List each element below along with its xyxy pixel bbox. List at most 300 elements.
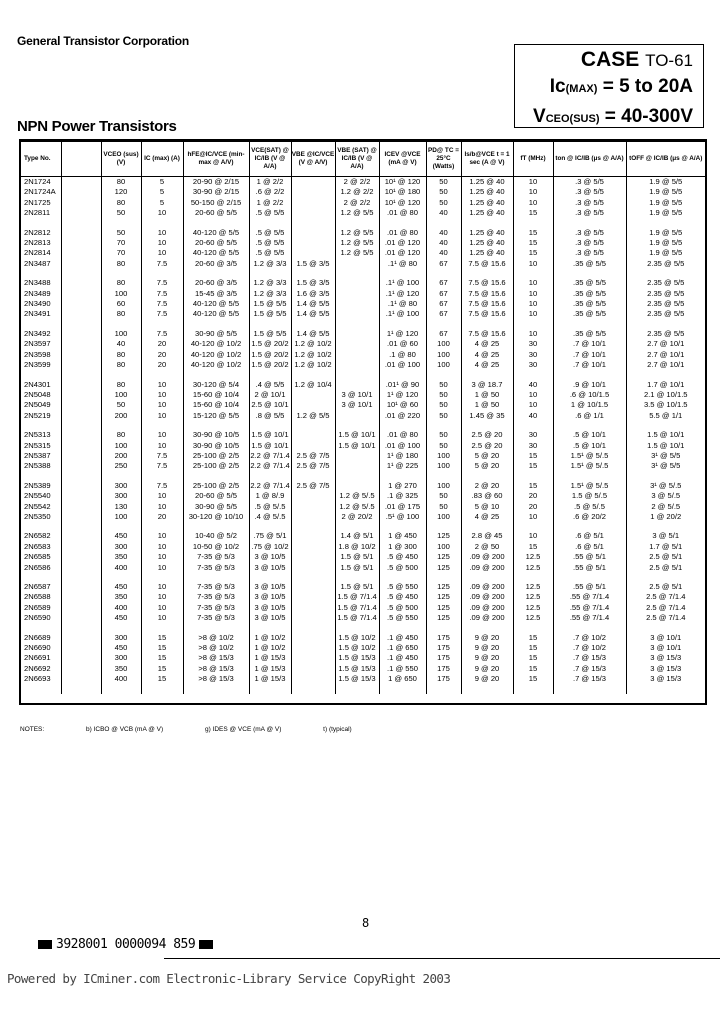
spacer-cell <box>379 320 426 329</box>
table-cell: 250 <box>101 461 141 471</box>
table-cell <box>61 248 101 258</box>
type-number-cell: 2N3492 <box>24 328 51 338</box>
spacer-cell <box>183 522 249 531</box>
table-cell <box>61 289 101 299</box>
table-cell <box>61 502 101 512</box>
table-cell: 50 <box>426 380 461 390</box>
spacer-cell <box>61 320 101 329</box>
table-cell: 30 <box>513 441 553 451</box>
type-number-cell: 2N5315 <box>24 440 51 450</box>
table-cell: 30-90 @ 5/5 <box>183 502 249 512</box>
table-cell: 12.5 <box>513 613 553 623</box>
table-cell: 10 <box>141 531 183 541</box>
spacer-cell <box>141 472 183 481</box>
table-cell: 15 <box>513 238 553 248</box>
spacer-cell <box>335 624 379 633</box>
table-cell: .1 @ 80 <box>379 350 426 360</box>
type-number-cell: 2N3599 <box>24 360 51 370</box>
spacer-cell <box>61 472 101 481</box>
table-cell: .01 @ 80 <box>379 208 426 218</box>
spacer-cell <box>426 624 461 633</box>
table-cell: .5 @ 10/1 <box>553 430 626 440</box>
table-cell: 3 @ 10/1 <box>626 633 705 643</box>
type-number-cell: 2N6693 <box>24 674 51 684</box>
table-cell: 15 <box>513 674 553 684</box>
table-cell: 100 <box>426 451 461 461</box>
spacer-cell <box>21 269 61 278</box>
spacer-cell <box>183 320 249 329</box>
spacer-cell <box>553 573 626 582</box>
table-cell: 40 <box>426 248 461 258</box>
table-cell: .1 @ 450 <box>379 653 426 663</box>
column-header: VBE (SAT) @ IC/IB (V @ A/A) <box>335 142 379 177</box>
table-cell: 125 <box>426 582 461 592</box>
spacer-cell <box>335 371 379 380</box>
table-row <box>21 187 705 197</box>
spacer-cell <box>101 320 141 329</box>
vceo-line <box>515 103 693 133</box>
table-row <box>21 613 705 623</box>
table-cell: 1.45 @ 35 <box>461 411 513 421</box>
table-cell: .09 @ 200 <box>461 582 513 592</box>
spacer-cell <box>461 573 513 582</box>
table-cell: 30-90 @ 2/15 <box>183 187 249 197</box>
spacer-cell <box>379 219 426 228</box>
spacer-cell <box>21 219 61 228</box>
table-cell: 15 <box>513 481 553 491</box>
table-cell: 1.9 @ 5/5 <box>626 248 705 258</box>
table-cell: 80 <box>101 259 141 269</box>
table-cell: 7.5 <box>141 481 183 491</box>
type-number-cell: 2N6691 <box>24 653 51 663</box>
barcode-line <box>34 937 217 952</box>
spacer-cell <box>335 522 379 531</box>
table-cell: 10 <box>513 289 553 299</box>
spacer-cell <box>249 371 291 380</box>
table-cell: 25-100 @ 2/5 <box>183 451 249 461</box>
table-cell: .01 @ 175 <box>379 502 426 512</box>
table-cell: 175 <box>426 643 461 653</box>
table-cell: 2.7 @ 10/1 <box>626 360 705 370</box>
table-cell: 300 <box>101 653 141 663</box>
spacer-cell <box>21 320 61 329</box>
table-cell: 7-35 @ 5/3 <box>183 613 249 623</box>
table-cell <box>291 633 335 643</box>
spacer-cell <box>183 685 249 694</box>
table-cell: 1.5 @ 10/1 <box>335 430 379 440</box>
spacer-cell <box>101 624 141 633</box>
table-cell: 10 <box>141 502 183 512</box>
table-cell: 125 <box>426 563 461 573</box>
spacer-cell <box>183 219 249 228</box>
table-cell: 50 <box>101 208 141 218</box>
table-cell: 1.2 @ 2/2 <box>335 187 379 197</box>
table-cell: 30 <box>513 350 553 360</box>
spacer-cell <box>101 219 141 228</box>
table-cell <box>61 653 101 663</box>
table-row <box>21 380 705 390</box>
table-cell: 50 <box>426 430 461 440</box>
spacer-cell <box>101 371 141 380</box>
table-cell <box>291 613 335 623</box>
table-row <box>21 289 705 299</box>
table-cell: 15 <box>513 643 553 653</box>
table-cell: 3 @ 15/3 <box>626 653 705 663</box>
spacer-cell <box>141 522 183 531</box>
table-cell: 1.25 @ 40 <box>461 208 513 218</box>
table-cell: 10 <box>141 430 183 440</box>
table-cell: 1¹ @ 120 <box>379 390 426 400</box>
table-row <box>21 411 705 421</box>
type-number-cell: 2N6589 <box>24 602 51 612</box>
table-cell: 1 @ 10/2 <box>249 633 291 643</box>
table-cell: 2 @ 20 <box>461 481 513 491</box>
spacer-cell <box>183 421 249 430</box>
table-cell: 20-90 @ 2/15 <box>183 177 249 188</box>
table-cell: 4 @ 25 <box>461 360 513 370</box>
table-cell: 50 <box>426 198 461 208</box>
table-cell: 1 @ 10/1.5 <box>553 400 626 410</box>
table-cell: 30-120 @ 5/4 <box>183 380 249 390</box>
table-cell <box>335 299 379 309</box>
table-cell: 1.5 @ 20/2 <box>249 360 291 370</box>
table-cell: 1.9 @ 5/5 <box>626 228 705 238</box>
table-cell: 10 <box>141 411 183 421</box>
note-item: b) ICBO @ VCB (mA @ V) <box>86 726 164 733</box>
group-spacer <box>21 522 705 531</box>
spacer-cell <box>101 573 141 582</box>
table-cell: 15 <box>513 248 553 258</box>
table-cell <box>291 208 335 218</box>
table-cell: 7.5 <box>141 461 183 471</box>
table-cell: .7 @ 15/3 <box>553 674 626 684</box>
table-cell: 80 <box>101 177 141 188</box>
notes-label: NOTES: <box>20 726 45 733</box>
table-cell: .5 @ 10/1 <box>553 441 626 451</box>
table-cell: 1 @ 15/3 <box>249 664 291 674</box>
spacer-cell <box>21 522 61 531</box>
table-row <box>21 643 705 653</box>
table-cell: 50 <box>101 228 141 238</box>
table-cell: 15 <box>513 228 553 238</box>
table-cell <box>61 400 101 410</box>
table-cell: 3 @ 15/3 <box>626 664 705 674</box>
table-cell: 1.2 @ 3/3 <box>249 259 291 269</box>
table-cell <box>335 481 379 491</box>
table-cell: 2.2 @ 7/1.4 <box>250 450 290 460</box>
vceo-sub: CEO(SUS) <box>545 113 600 125</box>
spacer-cell <box>553 685 626 694</box>
table-cell: 30 <box>513 360 553 370</box>
table-row <box>21 238 705 248</box>
table-cell: 10¹ @ 180 <box>379 187 426 197</box>
table-cell: .55 @ 5/1 <box>553 563 626 573</box>
table-cell: 300 <box>101 542 141 552</box>
table-cell: 20 <box>141 339 183 349</box>
type-number-cell: 2N3597 <box>24 339 51 349</box>
table-cell: .55 @ 7/1.4 <box>553 613 626 623</box>
table-cell: .3 @ 5/5 <box>553 187 626 197</box>
table-cell: .5 @ 550 <box>379 613 426 623</box>
table-cell: .7 @ 10/2 <box>553 633 626 643</box>
table-cell: 1.2 @ 5/.5 <box>335 491 379 501</box>
table-cell: .5 @ 5/5 <box>249 248 291 258</box>
spacer-cell <box>21 624 61 633</box>
table-cell: 30-90 @ 10/5 <box>183 441 249 451</box>
table-cell: 1.7 @ 10/1 <box>626 380 705 390</box>
table-cell: .01 @ 80 <box>379 430 426 440</box>
table-row <box>21 531 705 541</box>
table-cell: 100 <box>426 350 461 360</box>
table-cell <box>61 563 101 573</box>
group-spacer <box>21 320 705 329</box>
table-cell: 2.7 @ 10/1 <box>626 339 705 349</box>
type-number-cell: 2N3598 <box>24 349 51 359</box>
table-cell: 2.35 @ 5/5 <box>626 278 705 288</box>
type-number-cell: 2N2814 <box>24 248 51 258</box>
type-number-cell: 2N6590 <box>24 613 51 623</box>
table-cell <box>291 400 335 410</box>
table-cell: 2.5 @ 20 <box>461 430 513 440</box>
note-item: g) IDES @ VCE (mA @ V) <box>204 726 282 733</box>
table-cell: .01 @ 120 <box>379 238 426 248</box>
table-cell: 4 @ 25 <box>461 512 513 522</box>
table-cell: .5 @ 5/5 <box>249 208 291 218</box>
spacer-cell <box>513 219 553 228</box>
table-cell: 7-35 @ 5/3 <box>183 603 249 613</box>
table-cell <box>291 187 335 197</box>
table-cell <box>291 248 335 258</box>
table-cell: 2.5 @ 7/5 <box>291 481 335 491</box>
table-cell: 1.5¹ @ 5/.5 <box>553 481 626 491</box>
table-cell: 1.5 @ 15/3 <box>335 653 379 663</box>
table-cell: 1.9 @ 5/5 <box>626 208 705 218</box>
table-row <box>21 299 705 309</box>
table-cell: 400 <box>101 603 141 613</box>
table-cell <box>291 592 335 602</box>
table-cell: .6 @ 20/2 <box>553 512 626 522</box>
table-cell: 400 <box>101 674 141 684</box>
table-cell: 1 @ 300 <box>379 542 426 552</box>
table-cell: 450 <box>101 582 141 592</box>
table-cell: .9 @ 10/1 <box>553 380 626 390</box>
table-cell <box>335 380 379 390</box>
column-header <box>61 142 101 177</box>
group-spacer <box>21 371 705 380</box>
table-cell: 40 <box>513 380 553 390</box>
table-cell: 100 <box>426 542 461 552</box>
table-cell: 15 <box>141 674 183 684</box>
table-row <box>21 350 705 360</box>
type-number-cell: 2N5542 <box>24 501 51 511</box>
table-cell: .7 @ 10/1 <box>553 339 626 349</box>
table-cell: 10 <box>513 309 553 319</box>
table-cell: 2 @ 2/2 <box>335 198 379 208</box>
table-cell: 1.5 @ 3/5 <box>291 259 335 269</box>
spacer-cell <box>291 573 335 582</box>
table-cell: 3 @ 18.7 <box>461 380 513 390</box>
table-cell <box>291 491 335 501</box>
table-header-row <box>21 142 705 177</box>
case-line <box>515 48 693 73</box>
table-cell <box>61 208 101 218</box>
spacer-cell <box>426 472 461 481</box>
table-cell: 1.25 @ 40 <box>461 228 513 238</box>
table-cell: 7.5 <box>141 289 183 299</box>
table-cell: 10¹ @ 60 <box>379 400 426 410</box>
table-row <box>21 674 705 684</box>
table-cell: 100 <box>101 512 141 522</box>
table-cell: .83 @ 60 <box>461 491 513 501</box>
table-row <box>21 198 705 208</box>
table-cell <box>291 582 335 592</box>
table-cell: 100 <box>101 289 141 299</box>
table-cell <box>291 430 335 440</box>
table-cell <box>61 603 101 613</box>
table-cell: 200 <box>101 451 141 461</box>
table-cell: 15 <box>513 653 553 663</box>
table-cell: 10 <box>141 208 183 218</box>
table-cell: 10 <box>513 187 553 197</box>
table-cell: 7.5 <box>141 278 183 288</box>
table-cell <box>291 531 335 541</box>
table-cell: 2.35 @ 5/5 <box>626 299 705 309</box>
table-cell: .4 @ 5/5 <box>249 380 291 390</box>
table-cell: .01 @ 120 <box>379 248 426 258</box>
table-cell: 1.5 @ 3/5 <box>291 278 335 288</box>
table-cell <box>61 259 101 269</box>
table-cell: 1.5 @ 5/.5 <box>553 491 626 501</box>
table-row <box>21 360 705 370</box>
spacer-cell <box>426 320 461 329</box>
spacer-cell <box>141 320 183 329</box>
table-cell: .5 @ 500 <box>379 563 426 573</box>
ic-value: = 5 to 20A <box>602 76 693 97</box>
table-cell: 100 <box>426 481 461 491</box>
spacer-cell <box>249 573 291 582</box>
table-cell: 1 @ 15/3 <box>249 653 291 663</box>
table-cell: 1 @ 50 <box>461 400 513 410</box>
table-cell: 10¹ @ 120 <box>379 198 426 208</box>
table-cell <box>291 390 335 400</box>
spacer-cell <box>141 269 183 278</box>
table-cell: 2.5 @ 10/1 <box>249 400 291 410</box>
table-cell: 70 <box>101 248 141 258</box>
table-cell: .6 @ 1/1 <box>553 411 626 421</box>
spacer-cell <box>379 573 426 582</box>
spacer-cell <box>335 573 379 582</box>
table-row <box>21 390 705 400</box>
table-cell: 2.35 @ 5/5 <box>626 309 705 319</box>
table-cell: .35 @ 5/5 <box>553 278 626 288</box>
table-cell: 1.2 @ 3/3 <box>249 278 291 288</box>
table-cell: 1.5 @ 10/1 <box>626 441 705 451</box>
table-cell: 25-100 @ 2/5 <box>183 461 249 471</box>
table-cell: 300 <box>101 481 141 491</box>
type-number-cell: 2N6586 <box>24 562 51 572</box>
table-cell: 1.5 @ 20/2 <box>249 350 291 360</box>
table-cell: 1¹ @ 180 <box>379 451 426 461</box>
table-cell: 1.5¹ @ 5/.5 <box>553 451 626 461</box>
spacer-cell <box>335 421 379 430</box>
table-cell: 100 <box>426 461 461 471</box>
table-cell: .6 @ 10/1.5 <box>553 390 626 400</box>
group-spacer <box>21 685 705 694</box>
type-number-cell: 2N6689 <box>24 632 51 642</box>
table-cell: 15 <box>513 208 553 218</box>
table-cell: 1.5 @ 7/1.4 <box>335 592 379 602</box>
table-cell: 10 <box>141 491 183 501</box>
table-cell <box>61 582 101 592</box>
table-cell: 1.2 @ 5/5 <box>291 411 335 421</box>
vceo-value: = 40-300V <box>604 106 693 127</box>
table-cell: .75 @ 10/2 <box>249 542 291 552</box>
table-cell: 80 <box>101 350 141 360</box>
table-cell: 40 <box>426 238 461 248</box>
table-cell: 50 <box>426 187 461 197</box>
type-number-cell: 2N5387 <box>24 450 51 460</box>
table-cell: 1.6 @ 3/5 <box>291 289 335 299</box>
table-cell: .5 @ 500 <box>379 603 426 613</box>
table-cell: 10 <box>513 299 553 309</box>
spacer-cell <box>379 269 426 278</box>
table-cell: .3 @ 5/5 <box>553 238 626 248</box>
table-cell: 12.5 <box>513 592 553 602</box>
table-cell: 1.2 @ 10/2 <box>291 350 335 360</box>
table-cell: 1.2 @ 5/5 <box>335 228 379 238</box>
transistor-table-frame <box>19 139 707 705</box>
spacer-cell <box>141 421 183 430</box>
type-number-cell: 2N5048 <box>24 389 51 399</box>
spacer-cell <box>553 624 626 633</box>
table-cell: .35 @ 5/5 <box>553 299 626 309</box>
table-cell: 450 <box>101 531 141 541</box>
table-cell: 5 @ 10 <box>461 502 513 512</box>
spacer-cell <box>183 573 249 582</box>
table-cell: 1¹ @ 120 <box>379 329 426 339</box>
table-cell: 3 @ 10/5 <box>249 552 291 562</box>
table-cell: 40 <box>101 339 141 349</box>
spacer-cell <box>249 219 291 228</box>
table-cell: 1.5 @ 10/1 <box>249 441 291 451</box>
table-cell: 1.7 @ 5/1 <box>626 542 705 552</box>
spacer-cell <box>379 522 426 531</box>
table-cell: 50 <box>426 390 461 400</box>
column-header: VBE @IC/VCE (V @ A/V) <box>291 142 335 177</box>
table-cell: .5 @ 5/.5 <box>249 502 291 512</box>
table-cell <box>61 531 101 541</box>
table-cell: 10 <box>141 613 183 623</box>
powered-by-text: Powered by ICminer.com Electronic-Library Service CopyRight 2003 <box>7 971 451 986</box>
table-row <box>21 512 705 522</box>
table-cell: 10 <box>141 248 183 258</box>
table-cell: 15-60 @ 10/4 <box>183 390 249 400</box>
table-cell <box>335 350 379 360</box>
table-cell: 1.2 @ 5/.5 <box>335 502 379 512</box>
type-number-cell: 2N5389 <box>24 480 51 490</box>
type-number-cell: 2N5219 <box>24 410 51 420</box>
table-cell <box>61 592 101 602</box>
spacer-cell <box>626 685 705 694</box>
table-cell <box>291 198 335 208</box>
table-cell: .3 @ 5/5 <box>553 248 626 258</box>
table-cell: .35 @ 5/5 <box>553 329 626 339</box>
table-cell <box>61 552 101 562</box>
spacer-cell <box>335 219 379 228</box>
spacer-cell <box>426 371 461 380</box>
table-cell: .09 @ 200 <box>461 552 513 562</box>
table-cell <box>335 259 379 269</box>
